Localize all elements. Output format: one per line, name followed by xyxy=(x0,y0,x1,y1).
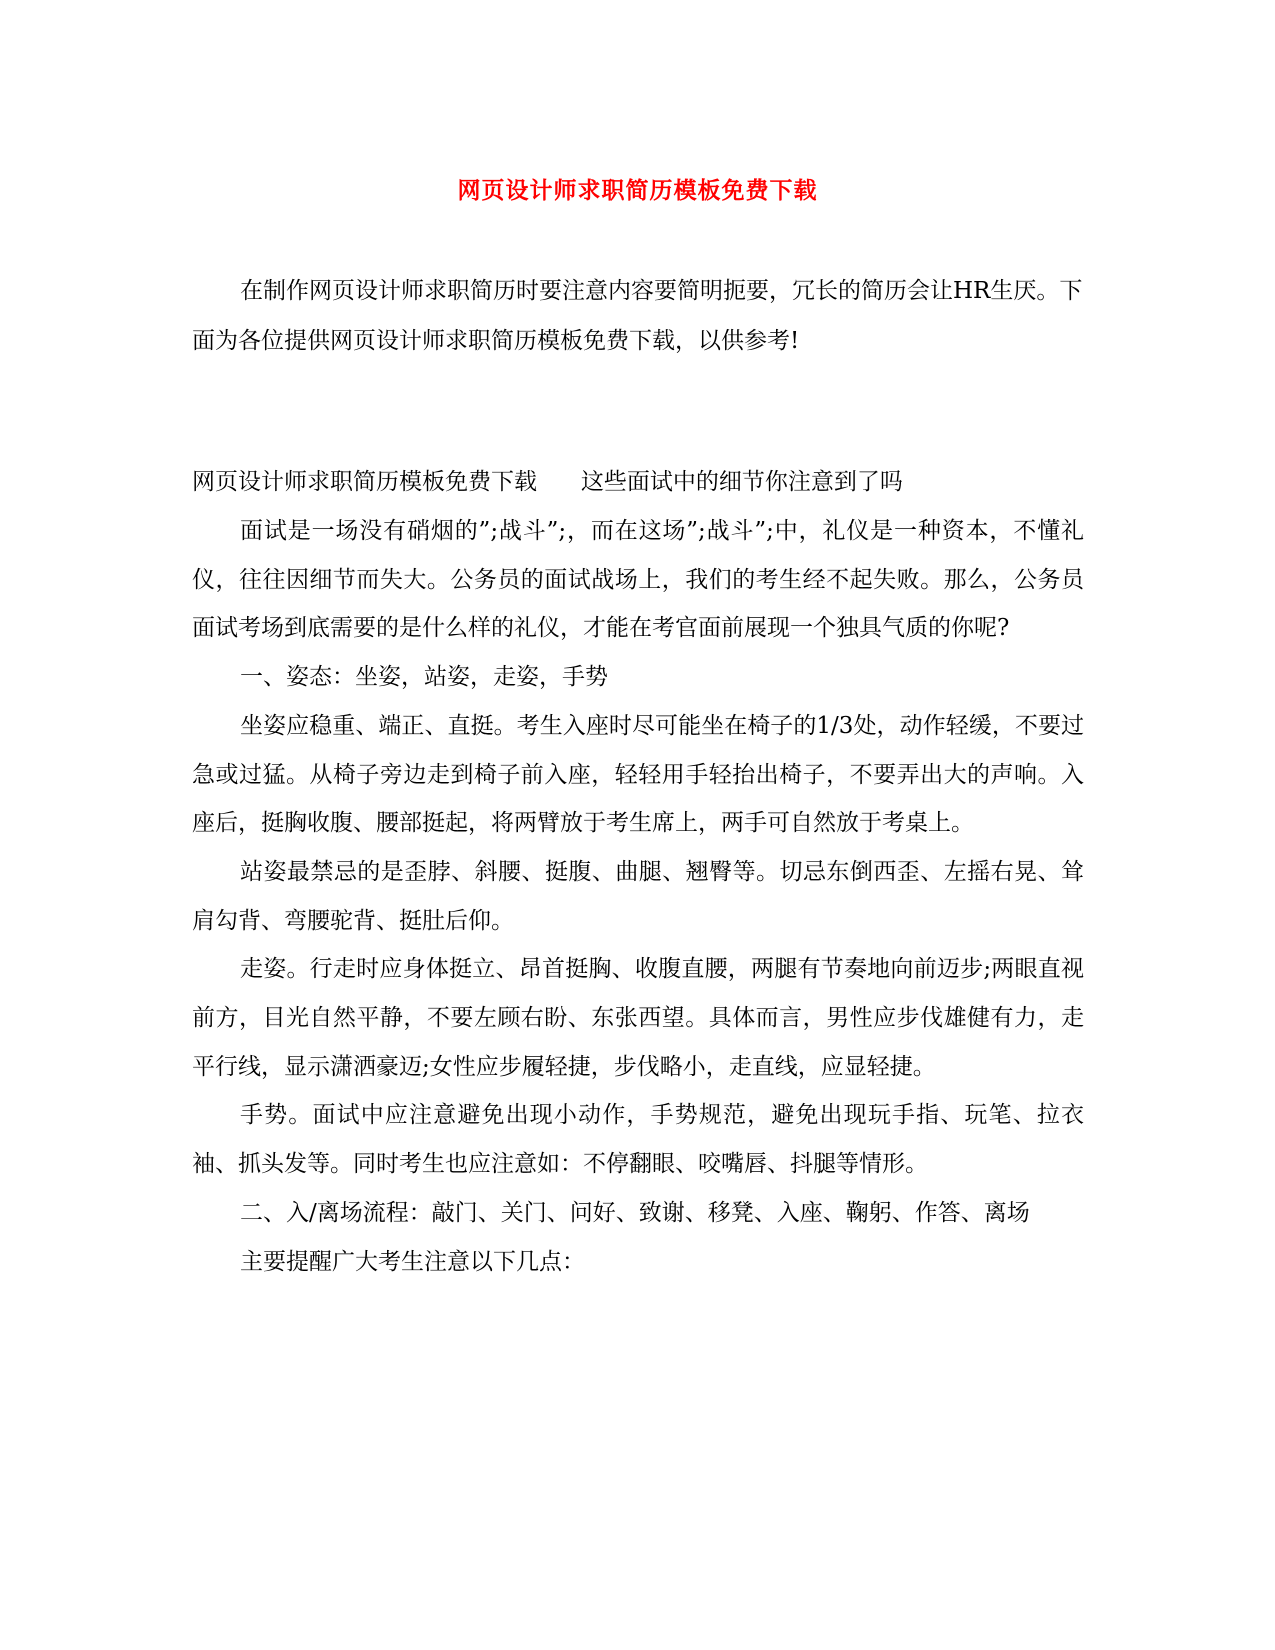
document-body xyxy=(192,507,1084,1286)
body-paragraph: 坐姿应稳重、端正、直挺。考生入座时尽可能坐在椅子的1/3处，动作轻缓，不要过急或过猛。从椅子旁边走到椅子前入座，轻轻用手轻抬出椅子，不要弄出大的声响。入座后，挺胸收腹、腰部挺起，将两臂放于考生席上，两手可自然放于考桌上。 xyxy=(192,712,1084,837)
body-paragraph: 手势。面试中应注意避免出现小动作，手势规范，避免出现玩手指、玩笔、拉衣袖、抓头发等。同时考生也应注意如：不停翻眼、咬嘴唇、抖腿等情形。 xyxy=(192,1102,1084,1178)
body-paragraph: 走姿。行走时应身体挺立、昂首挺胸、收腹直腰，两腿有节奏地向前迈步;两眼直视前方，目光自然平静，不要左顾右盼、东张西望。具体而言，男性应步伐雄健有力，走平行线，显示潇洒豪迈;女性应步履轻捷，步伐略小，走直线，应显轻捷。 xyxy=(192,956,1084,1080)
body-paragraph: 站姿最禁忌的是歪脖、斜腰、挺腹、曲腿、翘臀等。切忌东倒西歪、左摇右晃、耸肩勾背、弯腰驼背、挺肚后仰。 xyxy=(192,858,1084,934)
section-heading-posture: 一、姿态：坐姿，站姿，走姿，手势 xyxy=(240,664,608,691)
body-paragraph: 主要提醒广大考生注意以下几点： xyxy=(240,1248,585,1275)
body-paragraph: 面试是一场没有硝烟的”;战斗”;，而在这场”;战斗”;中，礼仪是一种资本，不懂礼仪，往往因细节而失大。公务员的面试战场上，我们的考生经不起失败。那么，公务员面试考场到底需要的是什么样的礼仪，才能在考官面前展现一个独具气质的你呢? xyxy=(192,518,1084,642)
document-title: 网页设计师求职简历模板免费下载 xyxy=(457,177,818,204)
section-subheading: 网页设计师求职简历模板免费下载 这些面试中的细节你注意到了吗 xyxy=(192,469,903,495)
section-heading-procedure: 二、入/离场流程：敲门、关门、问好、致谢、移凳、入座、鞠躬、作答、离场 xyxy=(240,1199,1030,1226)
intro-paragraph: 在制作网页设计师求职简历时要注意内容要简明扼要，冗长的简历会让HR生厌。下面为各位提供网页设计师求职简历模板免费下载，以供参考! xyxy=(192,278,1083,354)
